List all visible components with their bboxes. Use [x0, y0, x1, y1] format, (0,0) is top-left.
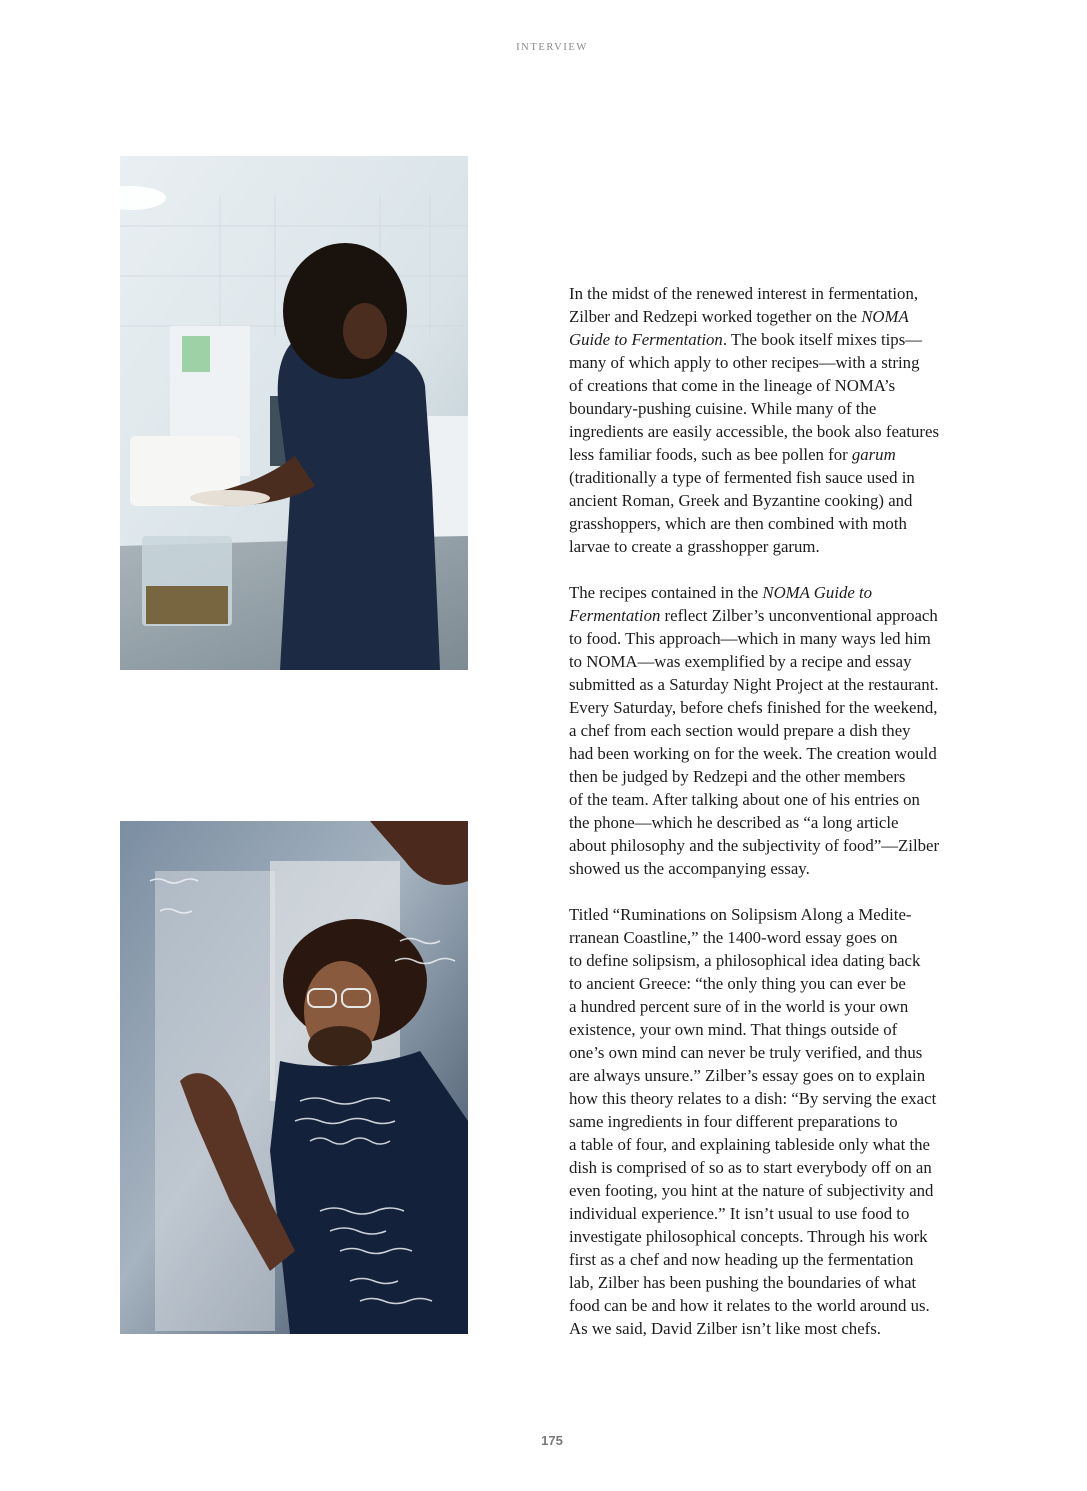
body-text: same ingredients in four different preparations to: [569, 1112, 898, 1131]
text-line: [569, 1202, 989, 1225]
italic-title-text: Guide to Fermentation: [569, 330, 723, 349]
text-line: [569, 903, 989, 926]
body-text: even footing, you hint at the nature of subjectivity and: [569, 1181, 934, 1200]
photo-chef-writing-glass: [120, 821, 468, 1334]
body-text: one’s own mind can never be truly verified, and thus: [569, 1043, 923, 1062]
body-text: ancient Roman, Greek and Byzantine cooking) and: [569, 491, 913, 510]
text-line: [569, 696, 989, 719]
body-text: a table of four, and explaining tableside only what the: [569, 1135, 930, 1154]
body-text: the phone—which he described as “a long article: [569, 813, 899, 832]
text-line: [569, 1064, 989, 1087]
body-text: about philosophy and the subjectivity of food”—Zilber: [569, 836, 940, 855]
body-text: of creations that come in the lineage of NOMA’s: [569, 376, 896, 395]
running-head: INTERVIEW: [516, 42, 588, 53]
body-text: boundary-pushing cuisine. While many of the: [569, 399, 877, 418]
text-line: [569, 995, 989, 1018]
article-paragraph: [569, 581, 989, 880]
body-text: Titled “Ruminations on Solipsism Along a Medite-: [569, 905, 912, 924]
body-text: dish is comprised of so as to start everybody off on an: [569, 1158, 932, 1177]
text-line: [569, 374, 989, 397]
body-text: individual experience.” It isn’t usual to use food to: [569, 1204, 910, 1223]
text-line: [569, 351, 989, 374]
body-text: investigate philosophical concepts. Through his work: [569, 1227, 928, 1246]
text-line: [569, 328, 989, 351]
body-text: then be judged by Redzepi and the other members: [569, 767, 906, 786]
body-text: less familiar foods, such as bee pollen for: [569, 445, 852, 464]
body-text: food can be and how it relates to the world around us.: [569, 1296, 930, 1315]
text-line: [569, 581, 989, 604]
page-number: 175: [541, 1433, 563, 1448]
text-line: [569, 512, 989, 535]
text-line: [569, 972, 989, 995]
text-line: [569, 420, 989, 443]
text-line: [569, 949, 989, 972]
body-text: to ancient Greece: “the only thing you can ever be: [569, 974, 906, 993]
article-body: [569, 282, 989, 1363]
body-text: larvae to create a grasshopper garum.: [569, 537, 820, 556]
article-paragraph: [569, 903, 989, 1340]
italic-title-text: NOMA Guide to: [762, 583, 873, 602]
text-line: [569, 834, 989, 857]
text-line: [569, 719, 989, 742]
body-text: a hundred percent sure of in the world is your own: [569, 997, 909, 1016]
text-line: [569, 535, 989, 558]
text-line: [569, 857, 989, 880]
body-text: of the team. After talking about one of his entries on: [569, 790, 920, 809]
text-line: [569, 765, 989, 788]
italic-title-text: garum: [851, 445, 896, 464]
text-line: [569, 443, 989, 466]
text-line: [569, 788, 989, 811]
body-text: submitted as a Saturday Night Project at the restaurant.: [569, 675, 939, 694]
body-text: lab, Zilber has been pushing the boundaries of what: [569, 1273, 917, 1292]
body-text: . The book itself mixes tips—: [722, 330, 922, 349]
text-line: [569, 650, 989, 673]
text-line: [569, 305, 989, 328]
text-line: [569, 811, 989, 834]
body-text: to define solipsism, a philosophical idea dating back: [569, 951, 921, 970]
text-line: [569, 282, 989, 305]
text-line: [569, 1225, 989, 1248]
body-text: As we said, David Zilber isn’t like most chefs.: [569, 1319, 881, 1338]
text-line: [569, 1133, 989, 1156]
text-line: [569, 604, 989, 627]
body-text: how this theory relates to a dish: “By serving the exact: [569, 1089, 937, 1108]
text-line: [569, 742, 989, 765]
text-line: [569, 1041, 989, 1064]
text-line: [569, 1179, 989, 1202]
body-text: (traditionally a type of fermented fish sauce used in: [569, 468, 915, 487]
body-text: Zilber and Redzepi worked together on the: [569, 307, 862, 326]
body-text: a chef from each section would prepare a dish they: [569, 721, 911, 740]
text-line: [569, 1018, 989, 1041]
text-line: [569, 397, 989, 420]
text-line: [569, 489, 989, 512]
body-text: had been working on for the week. The creation would: [569, 744, 937, 763]
text-line: [569, 1294, 989, 1317]
body-text: showed us the accompanying essay.: [569, 859, 810, 878]
article-paragraph: [569, 282, 989, 558]
text-line: [569, 1317, 989, 1340]
photo-chef-lab: [120, 156, 468, 670]
body-text: first as a chef and now heading up the fermentation: [569, 1250, 914, 1269]
body-text: many of which apply to other recipes—with a string: [569, 353, 920, 372]
body-text: grasshoppers, which are then combined with moth: [569, 514, 907, 533]
text-line: [569, 1248, 989, 1271]
text-line: [569, 926, 989, 949]
body-text: to NOMA—was exemplified by a recipe and essay: [569, 652, 912, 671]
body-text: In the midst of the renewed interest in fermentation,: [569, 284, 919, 303]
body-text: to food. This approach—which in many ways led him: [569, 629, 931, 648]
text-line: [569, 673, 989, 696]
body-text: rranean Coastline,” the 1400-word essay goes on: [569, 928, 898, 947]
text-line: [569, 1087, 989, 1110]
body-text: are always unsure.” Zilber’s essay goes on to explain: [569, 1066, 926, 1085]
text-line: [569, 1271, 989, 1294]
text-line: [569, 466, 989, 489]
body-text: existence, your own mind. That things outside of: [569, 1020, 898, 1039]
text-line: [569, 627, 989, 650]
body-text: reflect Zilber’s unconventional approach: [660, 606, 938, 625]
text-line: [569, 1156, 989, 1179]
body-text: Every Saturday, before chefs finished for the weekend,: [569, 698, 938, 717]
text-line: [569, 1110, 989, 1133]
italic-title-text: NOMA: [861, 307, 909, 326]
italic-title-text: Fermentation: [569, 606, 661, 625]
body-text: ingredients are easily accessible, the book also features: [569, 422, 939, 441]
body-text: The recipes contained in the: [569, 583, 763, 602]
